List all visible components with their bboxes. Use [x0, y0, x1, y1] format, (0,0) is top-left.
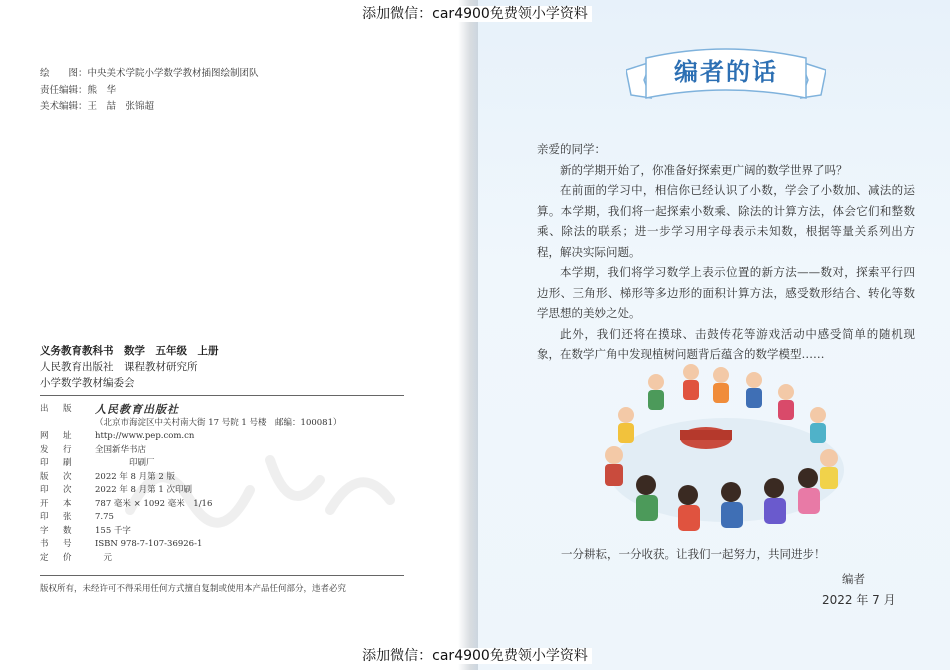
credits-block: [40, 66, 259, 116]
copyright-notice: 版权所有，未经许可不得采用任何方式擅自复制或使用本产品任何部分，违者必究: [40, 584, 347, 594]
pub-row: [40, 498, 341, 512]
letter-paragraph: 此外，我们还将在摸球、击鼓传花等游戏活动中感受简单的随机现象，在数学广角中发现植树问题背后蕴含的数学模型……: [537, 326, 915, 361]
greeting: 亲爱的同学：: [537, 142, 606, 156]
banner-text: 添加微信：car4900免费领小学资料: [358, 648, 592, 664]
pub-label: 印 次: [40, 485, 75, 495]
closing-line: 一分耕耘，一分收获。让我们一起努力，共同进步！: [561, 547, 826, 561]
divider: [40, 575, 404, 576]
author-line: 人民教育出版社 课程教材研究所: [40, 361, 198, 373]
pub-label: 版 次: [40, 471, 75, 482]
pub-value: 全国新华书店: [95, 444, 147, 455]
letter-paragraph: 在前面的学习中，相信你已经认识了小数，学会了小数加、减法的运算。本学期，我们将一起探索小数乘、除法的计算方法，体会它们和整数乘、除法的联系；进一步学习用字母表示未知数，根据等量关系列出方程，解决实际问题。: [537, 183, 915, 259]
credit-value: 熊 华: [87, 84, 117, 96]
credit-label: 责任编辑：: [40, 84, 88, 96]
pub-value: 印刷厂: [95, 458, 155, 468]
pub-row: [40, 538, 341, 552]
pub-row: [40, 403, 341, 417]
letter-paragraph: 新的学期开始了，你准备好探索更广阔的数学世界了吗？: [560, 162, 848, 177]
publisher-logo: 人民教育出版社: [95, 403, 179, 416]
pub-value: 元: [95, 552, 113, 563]
signature: 编者: [842, 572, 865, 586]
credit-value: 王 喆 张锦超: [87, 101, 155, 112]
book-info: [40, 343, 219, 391]
banner-text: 添加微信：car4900免费领小学资料: [358, 6, 592, 22]
pub-row: [40, 444, 341, 458]
publication-info: [40, 403, 341, 565]
pub-row: [40, 525, 341, 539]
website-link[interactable]: http://www.pep.com.cn: [95, 431, 195, 441]
preface-letter: [537, 139, 915, 365]
book-title: 义务教育教科书 数学 五年级 上册: [40, 345, 219, 357]
pub-value: 2022 年 8 月第 2 版: [95, 471, 175, 482]
pub-label: 出 版: [40, 404, 75, 414]
pub-label: 发 行: [40, 444, 75, 455]
credit-row: [40, 83, 259, 100]
pub-row: [40, 430, 341, 444]
pub-value: 787 毫米 × 1092 毫米 1/16: [95, 498, 213, 509]
pub-label: 印 刷: [40, 458, 75, 468]
pub-value: （北京市海淀区中关村南大街 17 号院 1 号楼 邮编：100081）: [95, 417, 342, 428]
children-circle-illustration: [596, 360, 856, 535]
pub-label: 字 数: [40, 525, 75, 536]
credit-label: 绘 图：: [40, 68, 88, 79]
page-heading: 编者的话: [674, 58, 778, 86]
credit-row: [40, 99, 259, 116]
author-line: 小学数学教材编委会: [40, 377, 135, 389]
copyright-page: [0, 0, 470, 670]
pub-label: 网 址: [40, 431, 75, 441]
credit-row: [40, 66, 259, 83]
bottom-banner: [0, 643, 950, 669]
credit-value: 中央美术学院小学数学教材插图绘制团队: [87, 68, 259, 79]
pub-row: [40, 417, 341, 431]
preface-page: [478, 0, 950, 670]
pub-value: 7.75: [95, 512, 114, 522]
pub-value: 155 千字: [95, 525, 131, 536]
pub-row: [40, 484, 341, 498]
pub-value: ISBN 978-7-107-36926-1: [95, 539, 203, 549]
pub-row: [40, 552, 341, 566]
book-gutter: [458, 0, 480, 670]
pub-row: [40, 511, 341, 525]
pub-label: 定 价: [40, 552, 75, 563]
letter-paragraph: 本学期，我们将学习数学上表示位置的新方法——数对，探索平行四边形、三角形、梯形等多边形的面积计算方法，感受数形结合、转化等数学思想的美妙之处。: [537, 265, 915, 320]
pub-row: [40, 471, 341, 485]
preface-date: 2022 年 7 月: [822, 593, 896, 607]
top-banner: [0, 1, 950, 27]
pub-label: 印 张: [40, 512, 75, 522]
pub-label: 开 本: [40, 498, 75, 509]
pub-row: [40, 457, 341, 471]
pub-value: 2022 年 8 月第 1 次印刷: [95, 485, 192, 495]
pub-label: 书 号: [40, 539, 75, 549]
credit-label: 美术编辑：: [40, 101, 88, 112]
divider: [40, 395, 404, 396]
pub-label-empty: [40, 417, 95, 431]
